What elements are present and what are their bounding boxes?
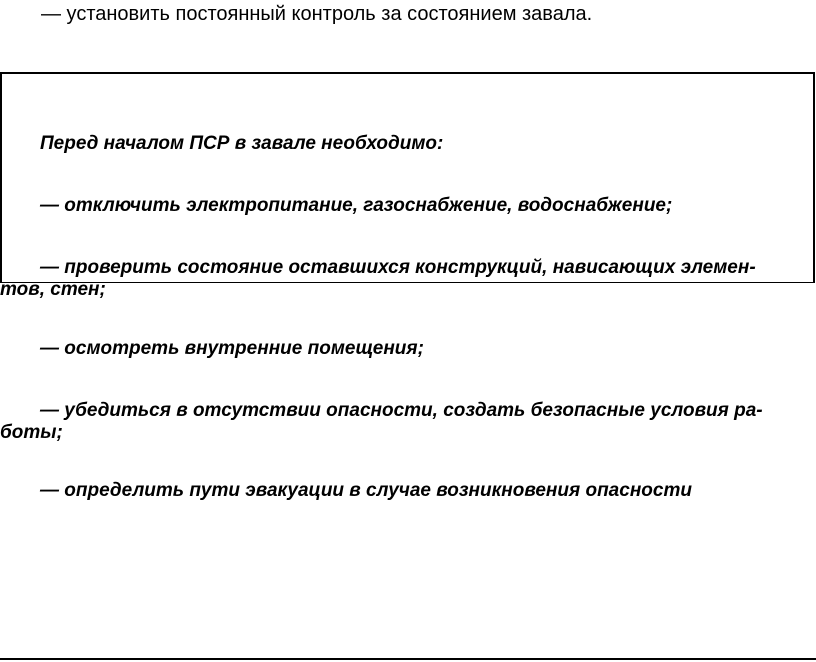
text-frame xyxy=(0,72,815,283)
list-item-check-structures: — проверить состояние оставшихся конструкций, нависающих элемен-тов, стен; xyxy=(0,257,756,300)
list-item-disconnect-utilities: — отключить электропитание, газоснабжение, водоснабжение; xyxy=(40,195,673,216)
list-item-evacuation-routes: — определить пути эвакуации в случае возникновения опасности xyxy=(40,480,692,501)
list-item-inspect-rooms: — осмотреть внутренние помещения; xyxy=(40,338,424,359)
bottom-divider xyxy=(0,658,816,660)
previous-list-item: — установить постоянный контроль за состоянием завала. xyxy=(41,3,593,25)
list-item-ensure-safety: — убедиться в отсутствии опасности, создать безопасные условия ра-боты; xyxy=(0,400,763,443)
section-heading: Перед началом ПСР в завале необходимо: xyxy=(40,133,444,154)
